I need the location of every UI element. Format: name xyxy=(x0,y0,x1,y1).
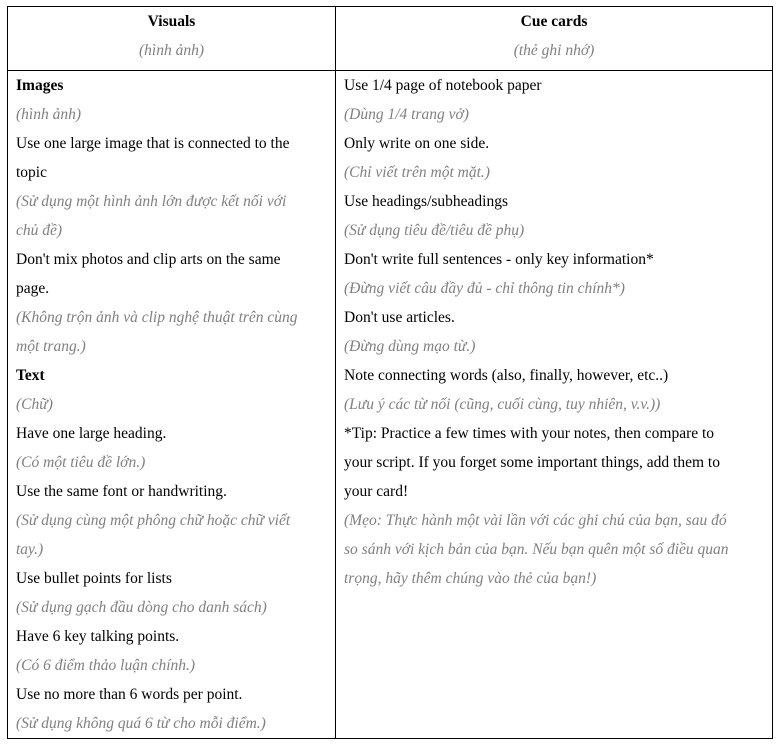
visuals-header-subtitle: (hình ảnh) xyxy=(138,42,204,59)
cue-cards-translation-line: trọng, hãy thêm chúng vào thẻ của bạn!) xyxy=(344,570,597,587)
table-header-row xyxy=(8,7,773,71)
visuals-translation-line: (Sử dụng cùng một phông chữ hoặc chữ viết xyxy=(16,512,291,529)
visuals-section-heading: Text xyxy=(16,367,45,384)
visuals-translation-line: (Có một tiêu đề lớn.) xyxy=(16,454,146,471)
cue-cards-translation-line: (Dùng 1/4 trang vở) xyxy=(344,106,469,123)
cue-cards-text-line: Note connecting words (also, finally, however, etc..) xyxy=(344,367,669,384)
visuals-text-line: Use bullet points for lists xyxy=(16,570,172,587)
visuals-text-line: Use the same font or handwriting. xyxy=(16,483,227,500)
cue-cards-translation-line: (Sử dụng tiêu đề/tiêu đề phụ) xyxy=(344,222,525,239)
cue-cards-header-cell xyxy=(336,7,773,71)
visuals-translation-line: (Sử dụng một hình ảnh lớn được kết nối với xyxy=(16,193,287,210)
visuals-translation-line: tay.) xyxy=(16,541,44,558)
visuals-translation-line: chủ đề) xyxy=(16,222,63,239)
visuals-text-line: Don't mix photos and clip arts on the same xyxy=(16,251,281,268)
visuals-header-cell xyxy=(8,7,336,71)
visuals-text-line: Use no more than 6 words per point. xyxy=(16,686,243,703)
cue-cards-translation-line: (Chỉ viết trên một mặt.) xyxy=(344,164,490,181)
visuals-text-line: Have one large heading. xyxy=(16,425,167,442)
visuals-translation-line: một trang.) xyxy=(16,338,86,355)
visuals-text-line: Use one large image that is connected to the xyxy=(16,135,290,152)
visuals-text-line: page. xyxy=(16,280,50,297)
visuals-cell xyxy=(8,71,336,739)
cue-cards-header-title: Cue cards xyxy=(520,13,588,30)
cue-cards-text-line: Don't write full sentences - only key information* xyxy=(344,251,654,268)
visuals-text-line: topic xyxy=(16,164,47,181)
cue-cards-text-line: Only write on one side. xyxy=(344,135,490,152)
cue-cards-translation-line: so sánh với kịch bản của bạn. Nếu bạn quên một số điều quan xyxy=(344,541,729,558)
visuals-translation-line: (Không trộn ảnh và clip nghệ thuật trên cùng xyxy=(16,309,298,326)
cue-cards-text-line: Use 1/4 page of notebook paper xyxy=(344,77,542,94)
visuals-translation-line: (hình ảnh) xyxy=(16,106,82,123)
cue-cards-translation-line: (Lưu ý các từ nối (cũng, cuối cùng, tuy nhiên, v.v.)) xyxy=(344,396,661,413)
cue-cards-translation-line: (Đừng dùng mạo từ.) xyxy=(344,338,476,355)
visuals-header-title: Visuals xyxy=(147,13,196,30)
cue-cards-cell xyxy=(336,71,773,739)
cue-cards-text-line: Don't use articles. xyxy=(344,309,455,326)
cue-cards-translation-line: (Đừng viết câu đầy đủ - chỉ thông tin chính*) xyxy=(344,280,625,297)
visuals-translation-line: (Sử dụng gạch đầu dòng cho danh sách) xyxy=(16,599,267,616)
tips-table xyxy=(7,6,773,739)
visuals-text-line: Have 6 key talking points. xyxy=(16,628,180,645)
cue-cards-text-line: your card! xyxy=(344,483,409,500)
cue-cards-translation-line: (Mẹo: Thực hành một vài lần với các ghi chú của bạn, sau đó xyxy=(344,512,727,529)
cue-cards-text-line: your script. If you forget some important things, add them to xyxy=(344,454,720,471)
cue-cards-text-line: *Tip: Practice a few times with your notes, then compare to xyxy=(344,425,715,442)
table-body-row xyxy=(8,71,773,739)
visuals-translation-line: (Sử dụng không quá 6 từ cho mỗi điểm.) xyxy=(16,715,266,732)
cue-cards-text-line: Use headings/subheadings xyxy=(344,193,509,210)
cue-cards-header-subtitle: (thẻ ghi nhớ) xyxy=(513,42,595,59)
visuals-translation-line: (Chữ) xyxy=(16,396,53,413)
visuals-section-heading: Images xyxy=(16,77,64,94)
visuals-translation-line: (Có 6 điểm thảo luận chính.) xyxy=(16,657,196,674)
